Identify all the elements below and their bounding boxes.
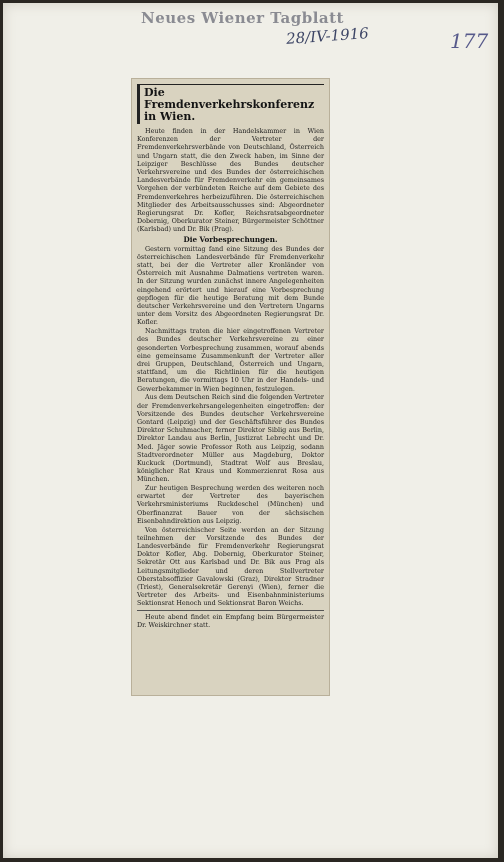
newspaper-clipping (131, 78, 330, 696)
article-paragraph: Nachmittags traten die hier eingetroffenen Vertreter des Bundes deutscher Verkehrsvereine zu einer gesonderten Vorbesprechung zusammen, worauf abends eine gemeinsame Zusammenkunft der Vertreter aller drei Gruppen, Deutschland, Österreich und Ungarn, stattfand, um die Richtlinien für die heutigen Beratungen, die vormittags 10 Uhr in der Handels- und Gewerbekammer in Wien beginnen, festzulegen. (137, 327, 324, 393)
article-body (137, 127, 324, 629)
handwritten-date: 28/IV-1916 (285, 24, 370, 48)
article-paragraph: Gestern vormittag fand eine Sitzung des Bundes der österreichischen Landesverbände für Fremdenverkehr statt, bei der die Vertreter aller Kronländer von Österreich mit Ausnahme Dalmatiens vertreten waren. In der Sitzung wurden zunächst innere Angelegenheiten eingehend erörtert und hierauf eine Vorbesprechung gepflogen für die heutige Beratung mit dem Bunde deutscher Verkehrsvereine und den Vertretern Ungarns unter dem Vorsitz des Abgeordneten Regierungsrat Dr. Kofler. (137, 244, 324, 327)
article-paragraph: Aus dem Deutschen Reich sind die folgenden Vertreter der Fremdenverkehrsangelegenheiten eingetroffen: der Vorsitzende des Bundes deutscher Verkehrsvereine Gontard (Leipzig) und der Geschäftsführer des Bundes Direktor Schuhmacher, ferner Direktor Siblig aus Berlin, Direktor Landau aus Berlin, Justizrat Lebrecht und Dr. Med. Jäger sowie Professor Roth aus Leipzig, sodann Stadtverordneter Müller aus Magdeburg, Doktor Kuckuck (Dortmund), Stadtrat Wolf aus Breslau, königlicher Rat Kraus und Kommerzienrat Rosa aus München. (137, 393, 324, 484)
newspaper-stamp: Neues Wiener Tagblatt (141, 9, 344, 27)
article-subheading: Die Vorbesprechungen. (183, 234, 278, 244)
article-title: Die Fremdenverkehrskonferenz in Wien. (137, 84, 324, 124)
article-paragraph: Zur heutigen Besprechung werden des weiteren noch erwartet der Vertreter des bayerischen Verkehrsministeriums Ruckdeschel (München) und Oberfinanzrat Bauer von der sächsischen Eisenbahndirektion aus Leipzig. (137, 484, 324, 525)
article-paragraph: Von österreichischer Seite werden an der Sitzung teilnehmen der Vorsitzende des Bundes der Landesverbände für Fremdenverkehr Regierungsrat Doktor Kofler, Abg. Dobernig, Oberkurator Steiner, Sekretär Ott aus Karlsbad und Dr. Bik aus Prag als Leitungsmitglieder und deren Stellvertreter Oberstabsoffizier Gavalowski (Graz), Direktor Stradner (Triest), Generalsekretär Gerenyi (Wien), ferner die Vertreter des Arbeits- und Eisenbahnministeriums Sektionsrat Henoch und Sektionsrat Baron Weichs. (137, 525, 324, 608)
article-closing: Heute abend findet ein Empfang beim Bürgermeister Dr. Weiskirchner statt. (137, 612, 324, 629)
handwritten-page-number: 177 (450, 29, 489, 53)
archive-sheet (3, 3, 498, 858)
article-intro: Heute finden in der Handelskammer in Wien Konferenzen der Vertreter der Fremdenverkehrsverbände von Deutschland, Österreich und Ungarn statt, die den Zweck haben, im Sinne der Leipziger Beschlüsse des Bundes deutscher Verkehrsvereine und des Bundes der österreichischen Landesverbände für Fremdenverkehr ein gemeinsames Vorgehen der verbündeten Reiche auf dem Gebiete des Fremdenverkehres herbeizuführen. Die österreichischen Mitglieder des Arbeitsausschusses sind: Abgeordneter Regierungsrat Dr. Kofler, Reichsratsabgeordneter Dobernig, Oberkurator Steiner, Bürgermeister Schöttner (Karlsbad) und Dr. Bik (Prag). (137, 127, 324, 234)
divider (137, 610, 324, 611)
